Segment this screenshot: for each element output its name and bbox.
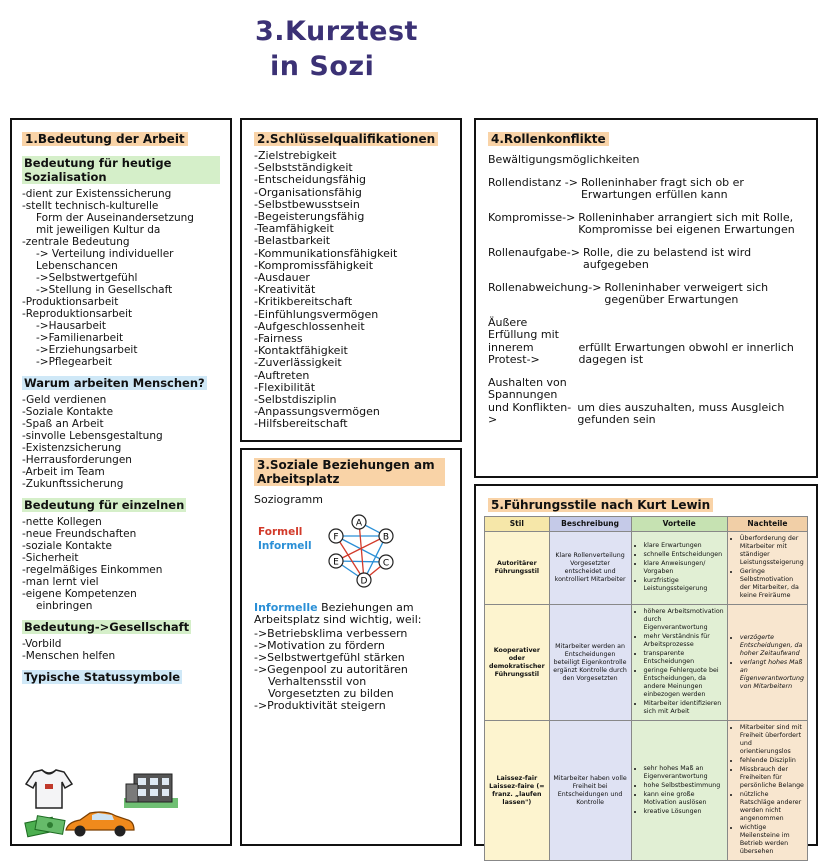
list-item: -neue Freundschaften	[22, 528, 137, 540]
row-desc: erfüllt Erwartungen obwohl er innerlich dagegen ist	[578, 340, 794, 366]
panel4-intro: Bewältigungsmöglichkeiten	[488, 153, 640, 166]
panel1-section	[22, 370, 220, 490]
list-item: -Geld verdienen	[22, 394, 107, 406]
vorteil-item: • schnelle Entscheidungen	[644, 551, 724, 559]
row-term: Rollenabweichung->	[488, 280, 602, 294]
list-item: -Produktionsarbeit	[22, 296, 119, 308]
cell-vorteile	[631, 532, 727, 605]
cell-nachteile	[727, 605, 807, 721]
vorteil-item: • kann eine große Motivation auslösen	[644, 791, 724, 807]
list-item: -stellt technisch-kulturelle	[22, 200, 159, 212]
nachteil-item: • verzögerte Entscheidungen, da hoher Zeitaufwand	[740, 634, 804, 658]
car-icon	[62, 808, 136, 840]
panel-fuehrungsstile	[474, 484, 818, 855]
cell-nachteile	[727, 721, 807, 861]
qualifikation-item: -Selbstständigkeit	[254, 161, 353, 175]
fuehrungsstile-table	[484, 516, 808, 861]
rollenkonflikt-row	[488, 212, 804, 237]
qualifikation-item: -Einfühlungsvermögen	[254, 307, 379, 321]
list-item: ->Stellung in Gesellschaft	[36, 284, 173, 296]
cell-stil: Laissez-fair Laissez-faire (= franz. „laufen lassen")	[485, 721, 550, 861]
list-item: ->Hausarbeit	[36, 320, 106, 332]
sozio-node-label: B	[382, 532, 390, 543]
section-list	[22, 394, 220, 490]
rollenkonflikt-row	[488, 377, 804, 427]
row-term: Äußere Erfüllung mit innerem Protest->	[488, 315, 559, 366]
section-title: Bedeutung->Gesellschaft	[24, 620, 190, 634]
row-desc: Rolleninhaber arrangiert sich mit Rolle, Kompromisse bei eigenen Erwartungen	[578, 210, 795, 236]
nachteil-item: • Überforderung der Mitarbeiter mit ständiger Leistungssteigerung	[740, 535, 804, 567]
list-item: -eigene Kompetenzen	[22, 588, 137, 600]
list-item: Form der Auseinandersetzung	[36, 212, 194, 224]
list-item: ->Familienarbeit	[36, 332, 124, 344]
list-item: -> Verteilung individueller	[36, 248, 174, 260]
row-desc: um dies auszuhalten, muss Ausgleich gefunden sein	[577, 400, 785, 426]
qualifikation-item: -Kritikbereitschaft	[254, 295, 353, 309]
list-item: -Arbeit im Team	[22, 466, 105, 478]
informell-intro	[254, 602, 448, 626]
col-beschreibung: Beschreibung	[549, 517, 631, 532]
section-list	[22, 638, 220, 662]
section-list	[22, 516, 220, 612]
cell-vorteile	[631, 605, 727, 721]
col-vorteile: Vorteile	[631, 517, 727, 532]
list-item: -Vorbild	[22, 638, 62, 650]
qualifikation-item: -Organisationsfähig	[254, 185, 362, 199]
cell-beschreibung: Klare Rollenverteilung Vorgesetzter entscheidet und kontrolliert Mitarbeiter	[549, 532, 631, 605]
list-item: -Menschen helfen	[22, 650, 116, 662]
nachteil-item: • fehlende Disziplin	[740, 757, 804, 765]
nachteil-item: • Missbrauch der Freiheiten für persönliche Belange	[740, 766, 804, 790]
vorteil-item: • höhere Arbeitsmotivation durch Eigenverantwortung	[644, 608, 724, 632]
qualifikation-item: -Selbstbewusstsein	[254, 197, 360, 211]
panel2-list	[254, 150, 448, 431]
list-item: -zentrale Bedeutung	[22, 236, 130, 248]
section-list	[22, 188, 220, 368]
vorteil-item: • hohe Selbstbestimmung	[644, 782, 724, 790]
list-item: ->Erziehungsarbeit	[36, 344, 138, 356]
soziogramm	[254, 506, 448, 596]
list-item: -Spaß an Arbeit	[22, 418, 104, 430]
page-title	[255, 14, 418, 84]
nachteil-item: • verlangt hohes Maß an Eigenverantwortung von Mitarbeitern	[740, 659, 804, 691]
col-nachteile: Nachteile	[727, 517, 807, 532]
qualifikation-item: -Teamfähigkeit	[254, 222, 334, 236]
row-term: Kompromisse->	[488, 210, 576, 224]
list-item: -sinvolle Lebensgestaltung	[22, 430, 163, 442]
panel1-section	[22, 150, 220, 368]
panel-schluesselqualifikationen	[240, 118, 462, 442]
list-item: Lebenschancen	[36, 260, 118, 272]
list-item: einbringen	[36, 600, 93, 612]
qualifikation-item: -Zuverlässigkeit	[254, 356, 342, 370]
qualifikation-item: -Flexibilität	[254, 380, 316, 394]
cell-beschreibung: Mitarbeiter werden an Entscheidungen beteiligt Eigenkontrolle ergänzt Kontrolle durch den Vorgesetzten	[549, 605, 631, 721]
table-row	[485, 532, 808, 605]
soziogramm-graph	[324, 506, 414, 596]
reason-item: ->Gegenpool zu autoritären	[254, 663, 408, 676]
panel5-heading: 5.Führungsstile nach Kurt Lewin	[488, 498, 713, 512]
soziogramm-label: Soziogramm	[254, 493, 323, 506]
reason-item: ->Selbstwertgefühl stärken	[254, 651, 405, 664]
vorteil-item: • transparente Entscheidungen	[644, 650, 724, 666]
panel3-heading: 3.Soziale Beziehungen am Arbeitsplatz	[254, 458, 445, 486]
reason-item: ->Produktivität steigern	[254, 699, 386, 712]
qualifikation-item: -Aufgeschlossenheit	[254, 319, 365, 333]
section-title: Typische Statussymbole	[24, 670, 181, 684]
qualifikation-item: -Fairness	[254, 332, 303, 346]
qualifikation-item: -Anpassungsvermögen	[254, 405, 380, 419]
list-item: -man lernt viel	[22, 576, 99, 588]
informelle-rest: Beziehungen am Arbeitsplatz sind wichtig, weil:	[254, 601, 422, 626]
row-term: Aushalten von Spannungen und Konflikten->	[488, 375, 572, 426]
qualifikation-item: -Hilfsbereitschaft	[254, 417, 348, 431]
house-icon	[120, 766, 182, 810]
vorteil-item: • kreative Lösungen	[644, 808, 724, 816]
panel-soziale-beziehungen	[240, 448, 462, 846]
sozio-node-label: E	[333, 557, 339, 568]
sozio-edge-formell	[359, 522, 364, 580]
reason-item: ->Betriebsklima verbessern	[254, 627, 408, 640]
sozio-node-label: A	[355, 518, 363, 529]
vorteil-item: • klare Erwartungen	[644, 542, 724, 550]
informelle-highlight: Informelle	[254, 601, 318, 614]
reason-item: ->Motivation zu fördern	[254, 639, 385, 652]
vorteil-item: • mehr Verständnis für Arbeitsprozesse	[644, 633, 724, 649]
cell-vorteile	[631, 721, 727, 861]
nachteil-item: • nützliche Ratschläge anderer werden nicht angenommen	[740, 791, 804, 823]
list-item: -soziale Kontakte	[22, 540, 112, 552]
reason-item: Vorgesetzten zu bilden	[268, 687, 394, 700]
nachteil-item: • Mitarbeiter sind mit Freiheit überfordert und orientierungslos	[740, 724, 804, 756]
vorteil-item: • sehr hohes Maß an Eigenverantwortung	[644, 765, 724, 781]
qualifikation-item: -Kontaktfähigkeit	[254, 344, 348, 358]
sweater-icon	[24, 768, 74, 810]
panel1-section	[22, 614, 220, 662]
list-item: -dient zur Existenssicherung	[22, 188, 172, 200]
row-desc: Rolleninhaber verweigert sich gegenüber Erwartungen	[604, 280, 769, 306]
panel4-rows	[488, 177, 804, 427]
cell-stil: Autoritärer Führungsstil	[485, 532, 550, 605]
qualifikation-item: -Kreativität	[254, 283, 316, 297]
vorteil-item: • Mitarbeiter identifizieren sich mit Arbeit	[644, 700, 724, 716]
list-item: -Sicherheit	[22, 552, 79, 564]
list-item: -Reproduktionsarbeit	[22, 308, 133, 320]
list-item: ->Selbstwertgefühl	[36, 272, 138, 284]
panel1-sections	[22, 150, 220, 685]
rollenkonflikt-row	[488, 247, 804, 272]
list-item: -Soziale Kontakte	[22, 406, 114, 418]
sozio-node-label: D	[360, 576, 368, 587]
list-item: mit jeweiligen Kultur da	[36, 224, 161, 236]
panel4-heading: 4.Rollenkonflikte	[488, 132, 609, 146]
qualifikation-item: -Begeisterungsfähig	[254, 210, 365, 224]
panel1-section	[22, 492, 220, 612]
row-desc: Rolleninhaber fragt sich ob er Erwartungen erfüllen kann	[580, 175, 744, 201]
reason-item: Verhaltensstil von	[268, 675, 367, 688]
title-line-1: 3.Kurztest	[255, 16, 418, 47]
nachteil-item: • Geringe Selbstmotivation der Mitarbeiter, da keine Freiräume	[740, 568, 804, 600]
qualifikation-item: -Entscheidungsfähig	[254, 173, 367, 187]
qualifikation-item: -Selbstdisziplin	[254, 393, 337, 407]
legend-formell: Formell	[258, 526, 303, 538]
panel2-heading: 2.Schlüsselqualifikationen	[254, 132, 438, 146]
panel-rollenkonflikte	[474, 118, 818, 478]
table-row	[485, 721, 808, 861]
qualifikation-item: -Zielstrebigkeit	[254, 149, 337, 162]
section-title: Warum arbeiten Menschen?	[24, 376, 205, 390]
qualifikation-item: -Kommunikationsfähigkeit	[254, 246, 398, 260]
panel3-list	[254, 628, 448, 712]
sozio-node-label: F	[333, 532, 339, 543]
nachteil-item: • wichtige Meilensteine im Betrieb werden übersehen	[740, 824, 804, 856]
section-title: Bedeutung für einzelnen	[24, 498, 185, 512]
vorteil-item: • kurzfristige Leistungssteigerung	[644, 577, 724, 593]
panel1-section	[22, 664, 220, 685]
rollenkonflikt-row	[488, 317, 804, 367]
legend-informell: Informell	[258, 540, 312, 552]
qualifikation-item: -Kompromissfähigkeit	[254, 258, 374, 272]
vorteil-item: • klare Anweisungen/ Vorgaben	[644, 560, 724, 576]
cell-stil: Kooperativer oder demokratischer Führungsstil	[485, 605, 550, 721]
list-item: -nette Kollegen	[22, 516, 102, 528]
table-header-row	[485, 517, 808, 532]
cell-beschreibung: Mitarbeiter haben volle Freiheit bei Entscheidungen und Kontrolle	[549, 721, 631, 861]
list-item: -Zukunftssicherung	[22, 478, 124, 490]
col-stil: Stil	[485, 517, 550, 532]
row-term: Rollenaufgabe->	[488, 245, 580, 259]
title-line-2: in Sozi	[270, 51, 375, 82]
row-desc: Rolle, die zu belastend ist wird aufgegeben	[582, 245, 752, 271]
vorteil-item: • geringe Fehlerquote bei Entscheidungen, da andere Meinungen einbezogen werden	[644, 667, 724, 699]
cell-nachteile	[727, 532, 807, 605]
qualifikation-item: -Auftreten	[254, 368, 310, 382]
section-title: Bedeutung für heutige Sozialisation	[22, 156, 220, 184]
list-item: -Herrausforderungen	[22, 454, 132, 466]
row-term: Rollendistanz ->	[488, 175, 578, 189]
sozio-node-label: C	[382, 558, 390, 569]
list-item: -Existenzsicherung	[22, 442, 122, 454]
rollenkonflikt-row	[488, 282, 804, 307]
panel-bedeutung-der-arbeit	[10, 118, 232, 846]
panel1-heading: 1.Bedeutung der Arbeit	[22, 132, 188, 146]
rollenkonflikt-row	[488, 177, 804, 202]
qualifikation-item: -Belastbarkeit	[254, 234, 331, 248]
list-item: ->Pflegearbeit	[36, 356, 113, 368]
list-item: -regelmäßiges Einkommen	[22, 564, 163, 576]
table-row	[485, 605, 808, 721]
qualifikation-item: -Ausdauer	[254, 271, 310, 285]
